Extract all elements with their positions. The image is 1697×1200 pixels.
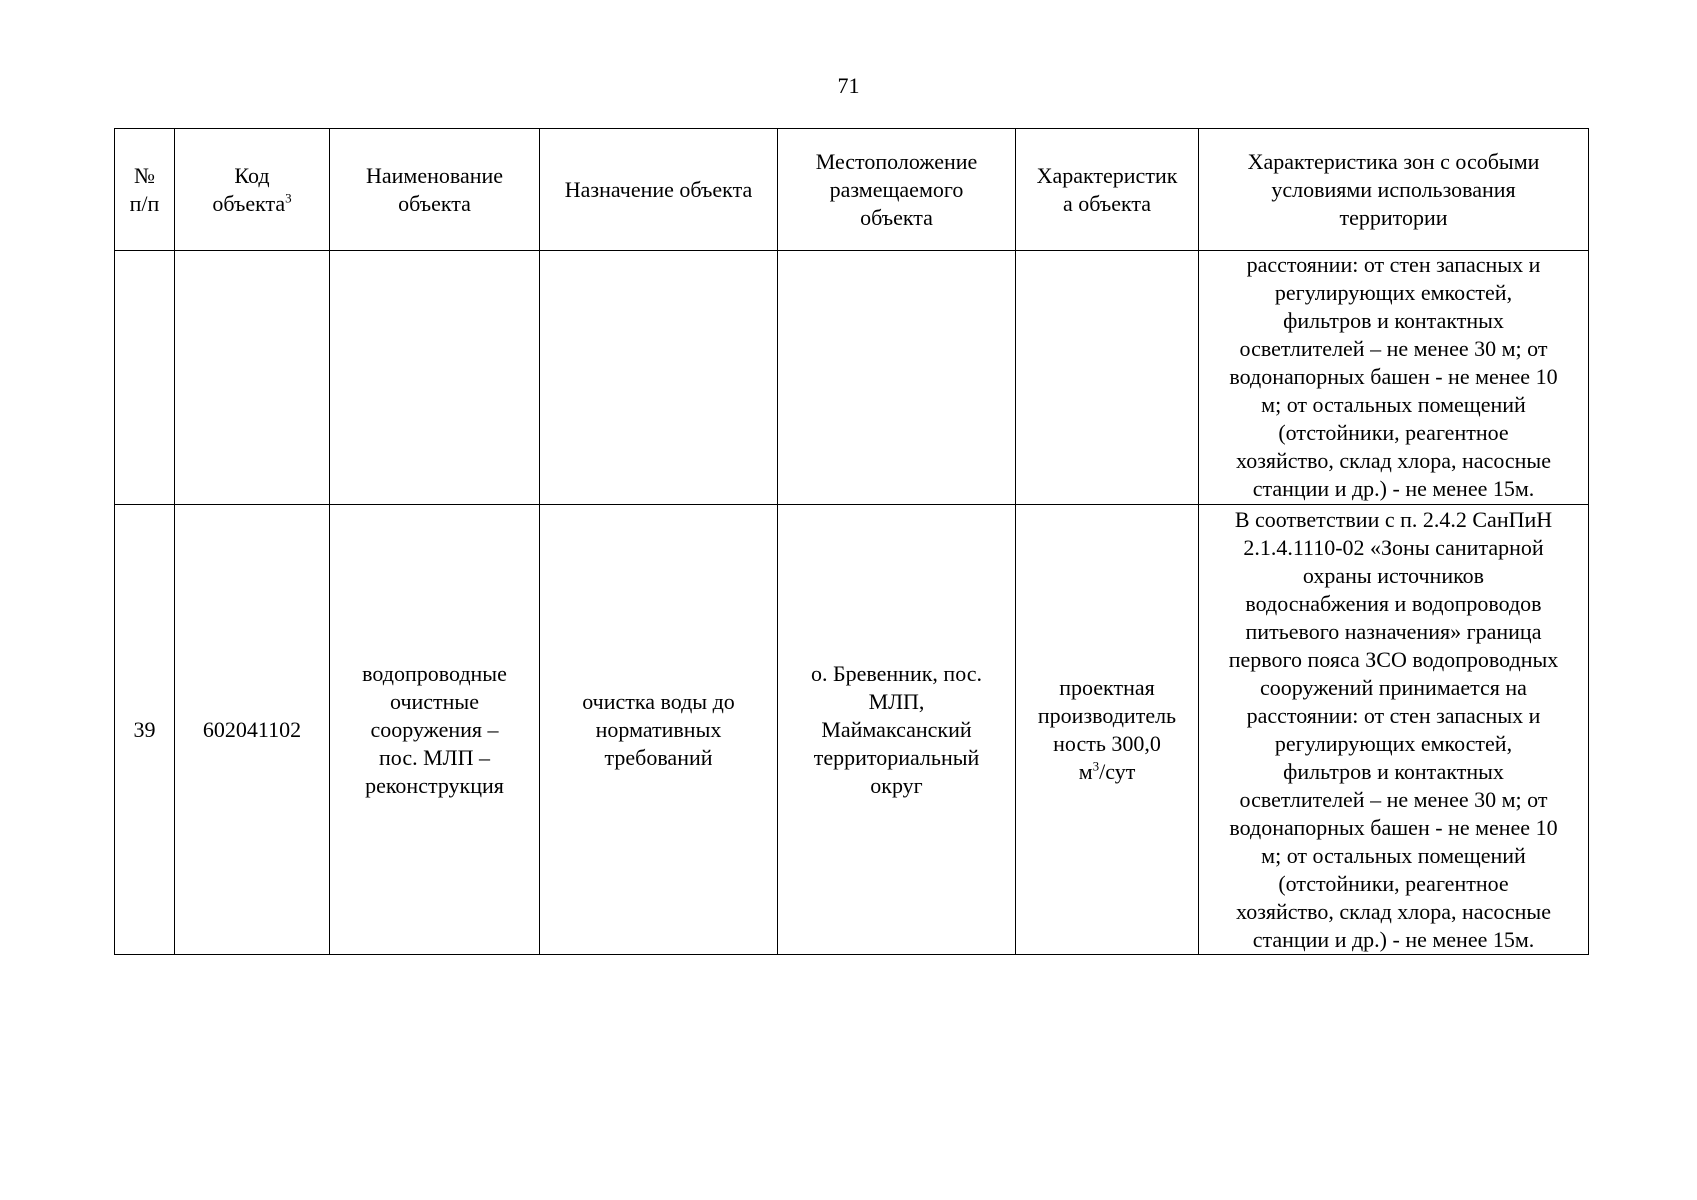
cell-object-purpose: очистка воды до нормативных требований [540, 505, 778, 955]
table-row-continuation [115, 251, 1589, 505]
header-object-characteristic: Характеристик а объекта [1016, 129, 1199, 251]
cell-object-code: 602041102 [175, 505, 330, 955]
cell-zone-characteristic: расстоянии: от стен запасных и регулирующих емкостей, фильтров и контактных осветлителей – не менее 30 м; от водонапорных башен - не менее 10 м; от остальных помещений (отстойники, реагентное хозяйство, склад хлора, насосные станции и др.) - не менее 15м. [1199, 251, 1589, 505]
cell-object-name: водопроводные очистные сооружения – пос. МЛП – реконструкция [330, 505, 540, 955]
header-object-purpose: Назначение объекта [540, 129, 778, 251]
cell-zone-characteristic: В соответствии с п. 2.4.2 СанПиН 2.1.4.1110-02 «Зоны санитарной охраны источников водоснабжения и водопроводов питьевого назначения» граница первого пояса ЗСО водопроводных сооружений принимается на расстоянии: от стен запасных и регулирующих емкостей, фильтров и контактных осветлителей – не менее 30 м; от водонапорных башен - не менее 10 м; от остальных помещений (отстойники, реагентное хозяйство, склад хлора, насосные станции и др.) - не менее 15м. [1199, 505, 1589, 955]
header-zone-characteristic: Характеристика зон с особыми условиями использования территории [1199, 129, 1589, 251]
cell-object-name [330, 251, 540, 505]
cell-object-location [778, 251, 1016, 505]
header-object-code: Код объекта$^3$ [175, 129, 330, 251]
cell-number [115, 251, 175, 505]
cell-object-code [175, 251, 330, 505]
page-number: 71 [837, 73, 860, 98]
header-object-location: Местоположение размещаемого объекта [778, 129, 1016, 251]
table-header-row [115, 129, 1589, 251]
objects-table [114, 128, 1589, 955]
cell-object-characteristic [1016, 251, 1199, 505]
cell-object-characteristic: проектная производитель ность 300,0 $м^3$/сут [1016, 505, 1199, 955]
header-number: № п/п [115, 129, 175, 251]
table-row-39 [115, 505, 1589, 955]
cell-object-purpose [540, 251, 778, 505]
cell-number: 39 [115, 505, 175, 955]
header-object-name: Наименование объекта [330, 129, 540, 251]
cell-object-location: о. Бревенник, пос. МЛП, Маймаксанский территориальный округ [778, 505, 1016, 955]
